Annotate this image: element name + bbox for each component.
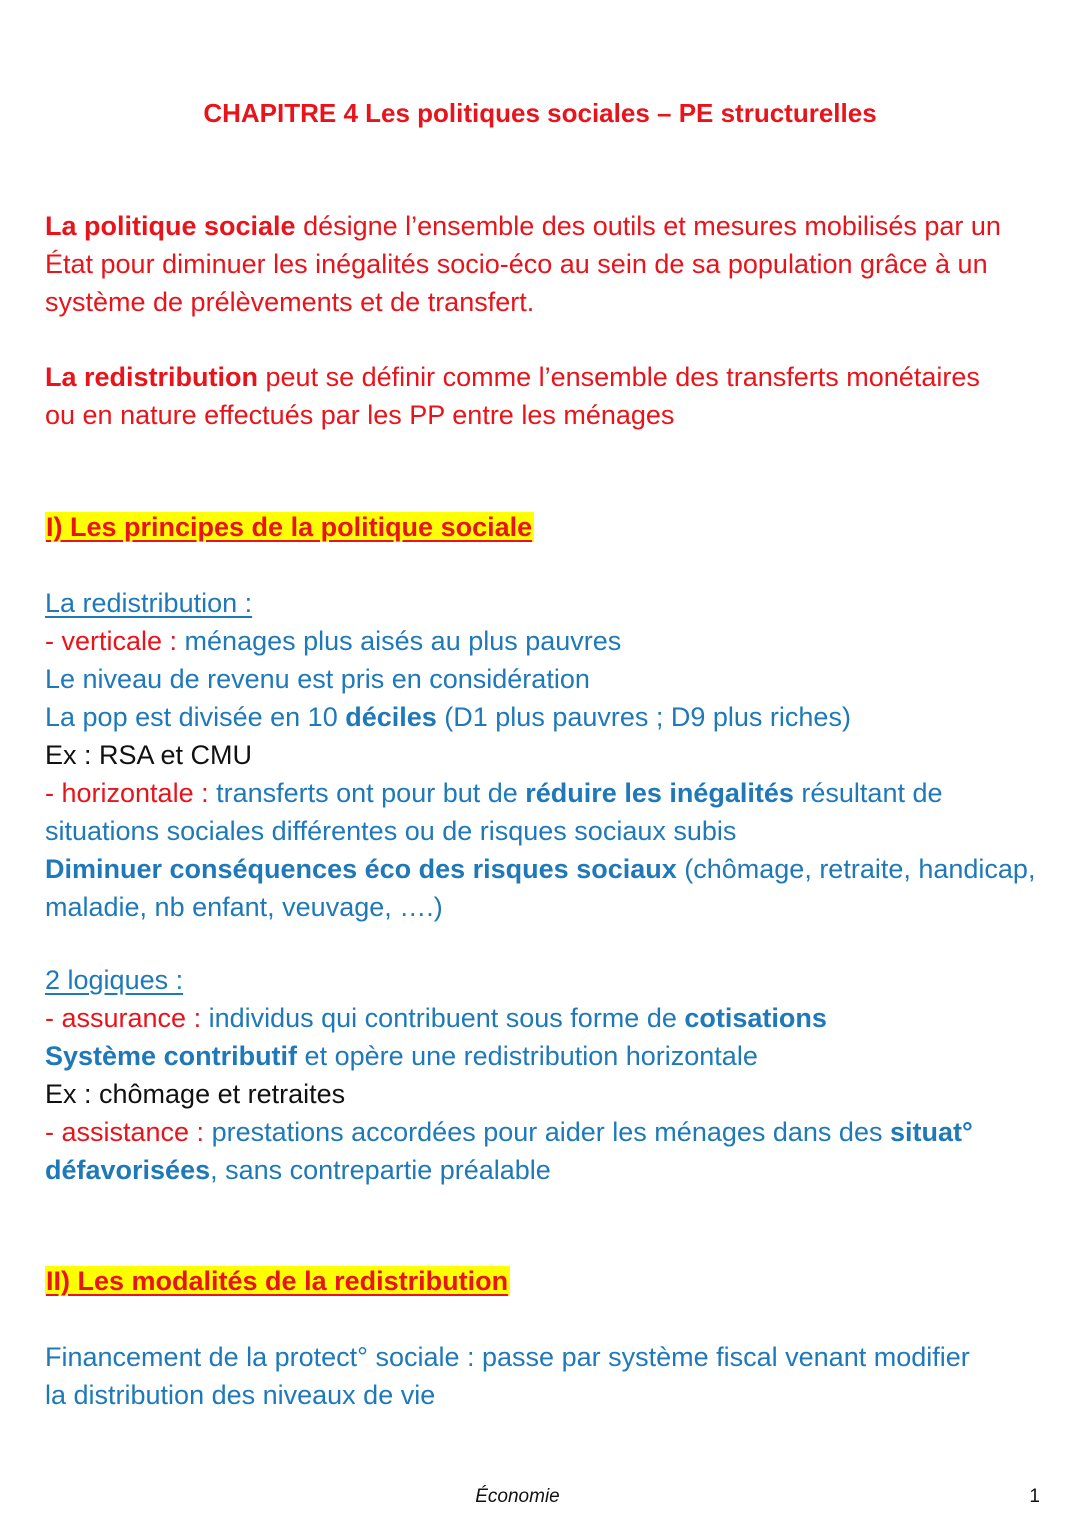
- page-title: CHAPITRE 4 Les politiques sociales – PE structurelles: [203, 98, 877, 128]
- section-1-heading: I) Les principes de la politique sociale: [46, 512, 533, 542]
- term-redistribution: La redistribution: [45, 362, 259, 392]
- logiques-label: 2 logiques :: [45, 965, 184, 995]
- page-number: 1: [1029, 1486, 1040, 1507]
- term-politique-sociale: La politique sociale: [45, 211, 296, 241]
- definition-redistribution: La redistribution peut se définir comme l’ensemble des transferts monétaires ou en nature effectués par les PP entre les ménages: [45, 362, 980, 430]
- section-1-body: La redistribution : - verticale : ménages plus aisés au plus pauvres Le niveau de revenu est pris en considération La pop est divisée en 10 déciles (D1 plus pauvres ; D9 plus riches) Ex : RSA et CMU - horizontale : transferts ont pour but de réduire les inégalités résultant de situations sociales différentes ou de risques sociaux subis Diminuer conséquences éco des risques sociaux (chômage, retraite, handicap, maladie, nb enfant, veuvage, ….): [45, 588, 1036, 922]
- footer-subject: Économie: [475, 1486, 560, 1507]
- definition-politique-sociale: La politique sociale désigne l’ensemble des outils et mesures mobilisés par un État pour diminuer les inégalités socio-éco au sein de sa population grâce à un système de prélèvements et de transfert.: [45, 211, 1001, 317]
- section-2-heading: II) Les modalités de la redistribution: [46, 1266, 509, 1296]
- logiques-block: 2 logiques : - assurance : individus qui contribuent sous forme de cotisations Système contributif et opère une redistribution horizontale Ex : chômage et retraites - assistance : prestations accordées pour aider les ménages dans des situat° défavorisées, sans contrepartie préalable: [45, 965, 973, 1185]
- redistribution-label: La redistribution :: [45, 588, 253, 618]
- section-2-body: Financement de la protect° sociale : passe par système fiscal venant modifier la distribution des niveaux de vie: [45, 1342, 970, 1410]
